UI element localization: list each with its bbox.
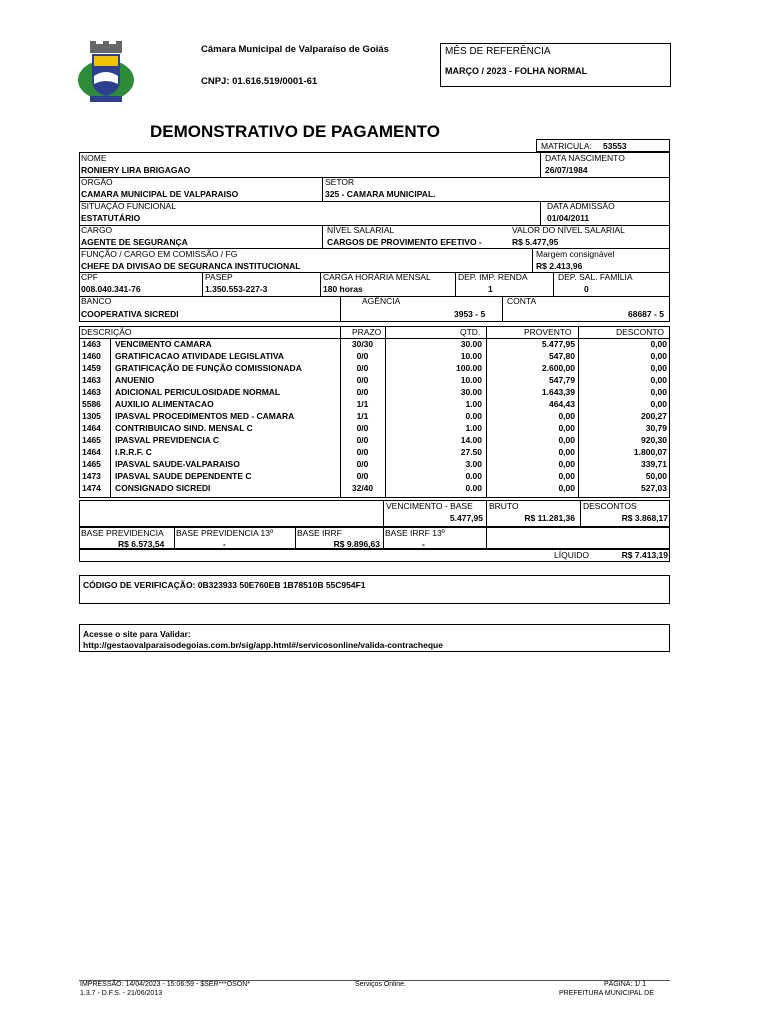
- item-qtd: 0.00: [465, 483, 482, 493]
- conta-label: CONTA: [507, 296, 537, 306]
- item-code: 1465: [82, 435, 101, 445]
- coat-of-arms-logo: [76, 40, 136, 106]
- item-qtd: 27.50: [460, 447, 482, 457]
- carga-horaria-label: CARGA HORÁRIA MENSAL: [323, 272, 431, 282]
- cpf-label: CPF: [81, 272, 98, 282]
- base-irrf-value: R$ 9.896,63: [333, 539, 380, 549]
- orgao-value: CAMARA MUNICIPAL DE VALPARAISO: [81, 189, 239, 199]
- item-qtd: 10.00: [460, 351, 482, 361]
- agencia-label: AGÊNCIA: [362, 296, 401, 306]
- item-prazo: 0/0: [356, 363, 369, 373]
- item-description: CONTRIBUICAO SIND. MENSAL C: [115, 423, 253, 433]
- item-prazo: 0/0: [356, 435, 369, 445]
- base-prev13-value: -: [223, 539, 226, 549]
- totals-block: [79, 500, 670, 527]
- table-row: [80, 339, 670, 351]
- base-irrf-label: BASE IRRF: [297, 528, 342, 538]
- nome-value: RONIERY LIRA BRIGAGAO: [81, 165, 191, 175]
- item-qtd: 1.00: [465, 423, 482, 433]
- validate-url-link[interactable]: http://gestaovalparaisodegoias.com.br/sig/app.html#/servicosonline/valida-contracheque: [83, 640, 443, 650]
- dep-renda-value: 1: [488, 284, 493, 294]
- item-description: ADICIONAL PERICULOSIDADE NORMAL: [115, 387, 281, 397]
- item-provento: 1.643,39: [541, 387, 575, 397]
- item-code: 1464: [82, 447, 101, 457]
- item-desconto: 0,00: [650, 351, 667, 361]
- item-description: GRATIFICAÇÃO DE FUNÇÃO COMISSIONADA: [115, 363, 302, 373]
- item-desconto: 1.800,07: [633, 447, 667, 457]
- item-provento: 0,00: [558, 411, 575, 421]
- col-qtd-header: QTD.: [460, 327, 481, 337]
- cpf-value: 008.040.341-76: [81, 284, 141, 294]
- item-prazo: 1/1: [356, 399, 369, 409]
- bruto-label: BRUTO: [489, 501, 519, 511]
- matricula-box: [536, 139, 670, 152]
- item-prazo: 0/0: [356, 423, 369, 433]
- item-description: IPASVAL PREVIDENCIA C: [115, 435, 220, 445]
- venc-base-value: 5.477,95: [449, 513, 483, 523]
- col-provento-header: PROVENTO: [524, 327, 572, 337]
- base-irrf13-label: BASE IRRF 13º: [385, 528, 445, 538]
- funcao-label: FUNÇÃO / CARGO EM COMISSÃO / FG: [81, 249, 238, 259]
- col-prazo-header: PRAZO: [352, 327, 382, 337]
- footer-prefeitura: PREFEITURA MUNICIPAL DE: [559, 990, 654, 997]
- item-code: 1463: [82, 339, 101, 349]
- table-row: [80, 435, 670, 447]
- base-irrf13-value: -: [422, 539, 425, 549]
- item-qtd: 30.00: [460, 387, 482, 397]
- footer-pagina: PÁGINA: 1/ 1: [604, 981, 647, 988]
- item-provento: 5.477,95: [541, 339, 575, 349]
- reference-box: [440, 43, 671, 87]
- item-code: 1460: [82, 351, 101, 361]
- item-code: 1465: [82, 459, 101, 469]
- situacao-label: SITUAÇÃO FUNCIONAL: [81, 201, 176, 211]
- admissao-label: DATA ADMISSÃO: [547, 201, 615, 211]
- item-code: 1305: [82, 411, 101, 421]
- item-desconto: 200,27: [641, 411, 667, 421]
- pasep-label: PASEP: [205, 272, 233, 282]
- matricula-label: MATRICULA:: [541, 141, 592, 151]
- matricula-value: 53553: [603, 141, 627, 151]
- item-desconto: 527,03: [641, 483, 667, 493]
- item-provento: 464,43: [549, 399, 575, 409]
- nivel-label: NÍVEL SALARIAL: [327, 225, 395, 235]
- base-prev-label: BASE PREVIDENCIA: [81, 528, 164, 538]
- item-code: 1463: [82, 375, 101, 385]
- item-provento: 547,79: [549, 375, 575, 385]
- item-desconto: 0,00: [650, 387, 667, 397]
- bruto-value: R$ 11.281,36: [524, 513, 575, 523]
- cargo-label: CARGO: [81, 225, 113, 235]
- pasep-value: 1.350.553-227-3: [205, 284, 268, 294]
- footer-versao: 1.3.7 - D.F.S. - 21/06/2013: [80, 990, 163, 997]
- table-row: [80, 351, 670, 363]
- nascimento-label: DATA NASCIMENTO: [545, 153, 625, 163]
- table-row: [80, 423, 670, 435]
- verification-box: [79, 575, 670, 604]
- valor-nivel-label: VALOR DO NÍVEL SALARIAL: [512, 225, 625, 235]
- item-code: 1464: [82, 423, 101, 433]
- org-name: Câmara Municipal de Valparaíso de Goiás: [201, 44, 389, 55]
- page-title: DEMONSTRATIVO DE PAGAMENTO: [150, 122, 440, 141]
- item-desconto: 920,30: [641, 435, 667, 445]
- base-prev13-label: BASE PREVIDENCIA 13º: [176, 528, 274, 538]
- item-provento: 0,00: [558, 423, 575, 433]
- item-desconto: 30,79: [645, 423, 667, 433]
- item-description: IPASVAL SAUDE DEPENDENTE C: [115, 471, 252, 481]
- footer-servicos: Serviços Online.: [355, 981, 406, 988]
- table-row: [80, 483, 670, 495]
- descontos-value: R$ 3.868,17: [621, 513, 668, 523]
- cargo-value: AGENTE DE SEGURANÇA: [81, 237, 188, 247]
- item-description: ANUENIO: [115, 375, 155, 385]
- agencia-value: 3953 - 5: [454, 309, 486, 319]
- table-row: [80, 459, 670, 471]
- item-prazo: 1/1: [356, 411, 369, 421]
- col-descricao-header: DESCRIÇÃO: [81, 327, 132, 337]
- item-prazo: 0/0: [356, 447, 369, 457]
- item-qtd: 14.00: [460, 435, 482, 445]
- col-desconto-header: DESCONTO: [616, 327, 665, 337]
- table-row: [80, 447, 670, 459]
- situacao-value: ESTATUTÁRIO: [81, 213, 141, 223]
- carga-horaria-value: 180 horas: [323, 284, 363, 294]
- item-description: IPASVAL PROCEDIMENTOS MED - CAMARA: [115, 411, 295, 421]
- item-qtd: 0.00: [465, 471, 482, 481]
- item-prazo: 30/30: [351, 339, 374, 349]
- item-provento: 0,00: [558, 447, 575, 457]
- nome-label: NOME: [81, 153, 107, 163]
- margem-label: Margem consignável: [536, 249, 615, 259]
- conta-value: 68687 - 5: [628, 309, 664, 319]
- admissao-value: 01/04/2011: [547, 213, 590, 223]
- table-row: [80, 471, 670, 483]
- setor-label: SETOR: [325, 177, 355, 187]
- valor-nivel-value: R$ 5.477,95: [512, 237, 559, 247]
- table-row: [80, 375, 670, 387]
- item-prazo: 0/0: [356, 471, 369, 481]
- item-prazo: 0/0: [356, 387, 369, 397]
- item-code: 1463: [82, 387, 101, 397]
- liquido-value: R$ 7.413,19: [621, 550, 668, 560]
- item-desconto: 339,71: [641, 459, 667, 469]
- item-provento: 0,00: [558, 471, 575, 481]
- item-description: I.R.R.F. C: [115, 447, 152, 457]
- liquido-label: LÍQUIDO: [554, 550, 589, 560]
- item-provento: 0,00: [558, 435, 575, 445]
- venc-base-label: VENCIMENTO - BASE: [386, 501, 473, 511]
- orgao-label: ORGÃO: [81, 177, 113, 187]
- item-description: AUXILIO ALIMENTACAO: [115, 399, 214, 409]
- item-description: GRATIFICACAO ATIVIDADE LEGISLATIVA: [115, 351, 285, 361]
- item-qtd: 3.00: [465, 459, 482, 469]
- validate-box: [79, 624, 670, 652]
- item-description: CONSIGNADO SICREDI: [115, 483, 211, 493]
- banco-label: BANCO: [81, 296, 112, 306]
- base-prev-value: R$ 6.573,54: [118, 539, 165, 549]
- table-row: [80, 363, 670, 375]
- dep-familia-label: DEP. SAL. FAMÍLIA: [558, 272, 633, 282]
- banco-value: COOPERATIVA SICREDI: [81, 309, 179, 319]
- table-row: [80, 387, 670, 399]
- reference-value: MARÇO / 2023 - FOLHA NORMAL: [445, 66, 588, 76]
- item-prazo: 32/40: [351, 483, 374, 493]
- cnpj: CNPJ: 01.616.519/0001-61: [201, 76, 318, 87]
- item-code: 1474: [82, 483, 101, 493]
- item-qtd: 0.00: [465, 411, 482, 421]
- funcao-value: CHEFE DA DIVISAO DE SEGURANCA INSTITUCIONAL: [81, 261, 301, 271]
- item-description: VENCIMENTO CAMARA: [115, 339, 212, 349]
- item-code: 5586: [82, 399, 101, 409]
- item-qtd: 1.00: [465, 399, 482, 409]
- nivel-value: CARGOS DE PROVIMENTO EFETIVO -: [327, 237, 482, 247]
- table-row: [80, 399, 670, 411]
- dep-renda-label: DEP. IMP. RENDA: [458, 272, 528, 282]
- item-qtd: 10.00: [460, 375, 482, 385]
- item-code: 1473: [82, 471, 101, 481]
- table-row: [80, 411, 670, 423]
- item-desconto: 0,00: [650, 363, 667, 373]
- item-description: IPASVAL SAUDE-VALPARAISO: [115, 459, 240, 469]
- item-prazo: 0/0: [356, 351, 369, 361]
- nascimento-value: 26/07/1984: [545, 165, 588, 175]
- item-provento: 0,00: [558, 483, 575, 493]
- item-prazo: 0/0: [356, 459, 369, 469]
- item-desconto: 0,00: [650, 339, 667, 349]
- item-desconto: 0,00: [650, 375, 667, 385]
- item-provento: 547,80: [549, 351, 575, 361]
- item-qtd: 30.00: [460, 339, 482, 349]
- item-provento: 2.600,00: [541, 363, 575, 373]
- verification-code: CÓDIGO DE VERIFICAÇÃO: 0B323933 50E760EB 1B78510B 55C954F1: [83, 580, 366, 590]
- validate-label: Acesse o site para Validar:: [83, 629, 191, 639]
- item-provento: 0,00: [558, 459, 575, 469]
- footer-impressao: IMPRESSÃO: 14/04/2023 - 15:06:59 - $SER***OSON*: [80, 981, 251, 988]
- item-prazo: 0/0: [356, 375, 369, 385]
- item-qtd: 100.00: [456, 363, 482, 373]
- item-desconto: 50,00: [645, 471, 667, 481]
- reference-label: MÊS DE REFERÊNCIA: [445, 46, 551, 57]
- item-code: 1459: [82, 363, 101, 373]
- margem-value: R$ 2.413,96: [536, 261, 583, 271]
- item-desconto: 0,00: [650, 399, 667, 409]
- descontos-label: DESCONTOS: [583, 501, 637, 511]
- dep-familia-value: 0: [584, 284, 589, 294]
- setor-value: 325 - CAMARA MUNICIPAL.: [325, 189, 436, 199]
